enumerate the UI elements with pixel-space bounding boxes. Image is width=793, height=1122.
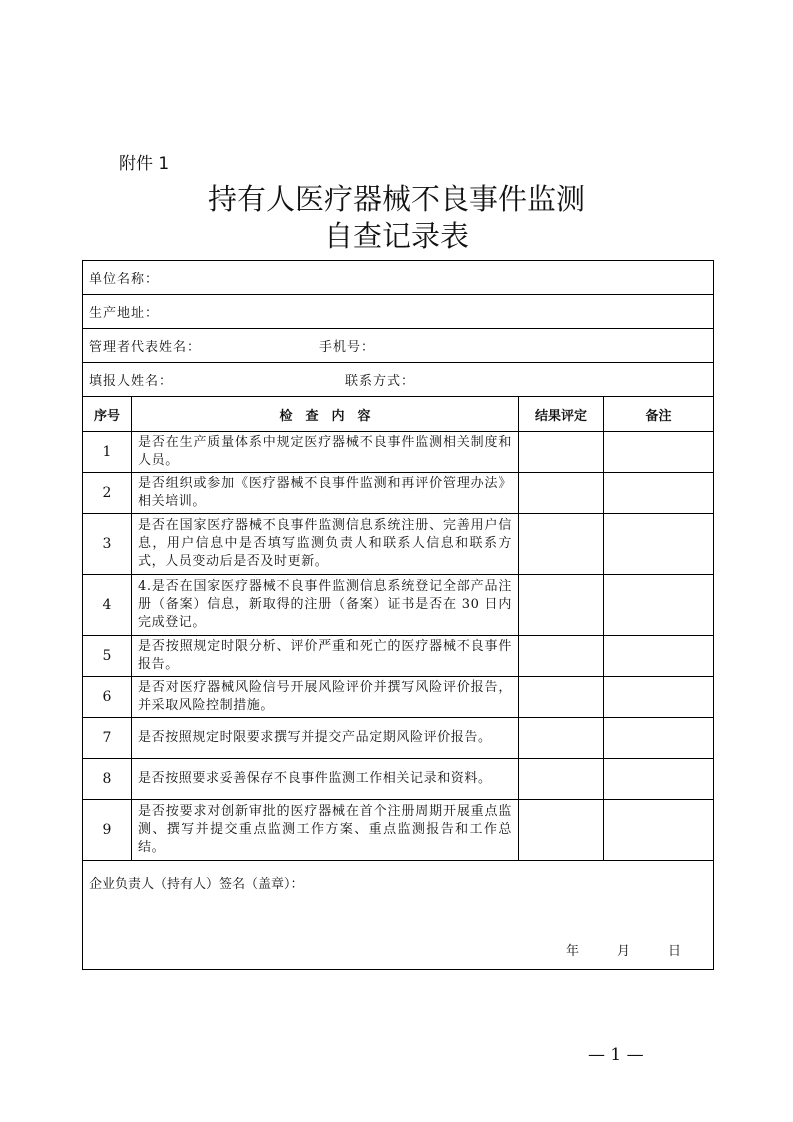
unit-name-label: 单位名称： <box>89 272 160 287</box>
content-header: 检 查 内 容 <box>132 397 519 432</box>
result-cell[interactable] <box>519 759 604 800</box>
remark-cell[interactable] <box>604 677 714 718</box>
row-content: 是否按要求对创新审批的医疗器械在首个注册周期开展重点监测、撰写并提交重点监测工作方案、重点监测报告和工作总结。 <box>132 800 519 861</box>
manager-row <box>83 329 714 363</box>
unit-name-row <box>83 261 714 295</box>
row-content: 是否在生产质量体系中规定医疗器械不良事件监测相关制度和人员。 <box>132 432 519 473</box>
year-label: 年 <box>565 944 579 959</box>
day-label: 日 <box>668 944 682 959</box>
mobile-label: 手机号： <box>319 340 376 355</box>
row-number: 5 <box>83 636 132 677</box>
result-cell[interactable] <box>519 800 604 861</box>
row-number: 4 <box>83 575 132 636</box>
result-cell[interactable] <box>519 718 604 759</box>
table-row <box>83 677 714 718</box>
result-cell[interactable] <box>519 473 604 514</box>
contact-label: 联系方式： <box>345 374 416 389</box>
result-cell[interactable] <box>519 575 604 636</box>
table-row <box>83 575 714 636</box>
table-header-row <box>83 397 714 432</box>
row-number: 6 <box>83 677 132 718</box>
row-content: 是否组织或参加《医疗器械不良事件监测和再评价管理办法》相关培训。 <box>132 473 519 514</box>
table-row <box>83 432 714 473</box>
attachment-label: 附件 1 <box>119 154 170 174</box>
address-label: 生产地址： <box>89 306 160 321</box>
result-cell[interactable] <box>519 514 604 575</box>
month-label: 月 <box>616 944 630 959</box>
signature-label: 企业负责人（持有人）签名（盖章）： <box>89 877 304 892</box>
row-content: 4.是否在国家医疗器械不良事件监测信息系统登记全部产品注册（备案）信息，新取得的注册（备案）证书是否在 30 日内完成登记。 <box>132 575 519 636</box>
row-content: 是否在国家医疗器械不良事件监测信息系统注册、完善用户信息，用户信息中是否填写监测负责人和联系人信息和联系方式，人员变动后是否及时更新。 <box>132 514 519 575</box>
remark-cell[interactable] <box>604 514 714 575</box>
self-check-table <box>82 260 714 970</box>
row-number: 3 <box>83 514 132 575</box>
row-content: 是否按照要求妥善保存不良事件监测工作相关记录和资料。 <box>132 759 519 800</box>
remark-cell[interactable] <box>604 575 714 636</box>
row-number: 7 <box>83 718 132 759</box>
remark-cell[interactable] <box>604 718 714 759</box>
manager-field[interactable] <box>83 329 714 363</box>
document-subtitle: 自查记录表 <box>323 219 469 253</box>
page-number: — 1 — <box>588 1045 644 1065</box>
row-number: 8 <box>83 759 132 800</box>
document-title: 持有人医疗器械不良事件监测 <box>207 182 585 216</box>
remark-cell[interactable] <box>604 432 714 473</box>
seq-header: 序号 <box>83 397 132 432</box>
signature-date <box>566 940 681 959</box>
table-row <box>83 718 714 759</box>
row-number: 2 <box>83 473 132 514</box>
reporter-label: 填报人姓名： <box>89 374 174 389</box>
remark-header: 备注 <box>604 397 714 432</box>
table-row <box>83 514 714 575</box>
row-number: 1 <box>83 432 132 473</box>
table-row <box>83 636 714 677</box>
row-content: 是否按照规定时限分析、评价严重和死亡的医疗器械不良事件报告。 <box>132 636 519 677</box>
table-row <box>83 800 714 861</box>
result-cell[interactable] <box>519 677 604 718</box>
result-cell[interactable] <box>519 636 604 677</box>
signature-row <box>83 861 714 970</box>
reporter-row <box>83 363 714 397</box>
table-row <box>83 759 714 800</box>
table-row <box>83 473 714 514</box>
reporter-field[interactable] <box>83 363 714 397</box>
address-field[interactable] <box>83 295 714 329</box>
result-header: 结果评定 <box>519 397 604 432</box>
remark-cell[interactable] <box>604 473 714 514</box>
remark-cell[interactable] <box>604 759 714 800</box>
address-row <box>83 295 714 329</box>
row-content: 是否对医疗器械风险信号开展风险评价并撰写风险评价报告，并采取风险控制措施。 <box>132 677 519 718</box>
unit-name-field[interactable] <box>83 261 714 295</box>
signature-field[interactable] <box>83 861 714 970</box>
row-content: 是否按照规定时限要求撰写并提交产品定期风险评价报告。 <box>132 718 519 759</box>
row-number: 9 <box>83 800 132 861</box>
manager-label: 管理者代表姓名： <box>89 340 202 355</box>
result-cell[interactable] <box>519 432 604 473</box>
remark-cell[interactable] <box>604 636 714 677</box>
remark-cell[interactable] <box>604 800 714 861</box>
